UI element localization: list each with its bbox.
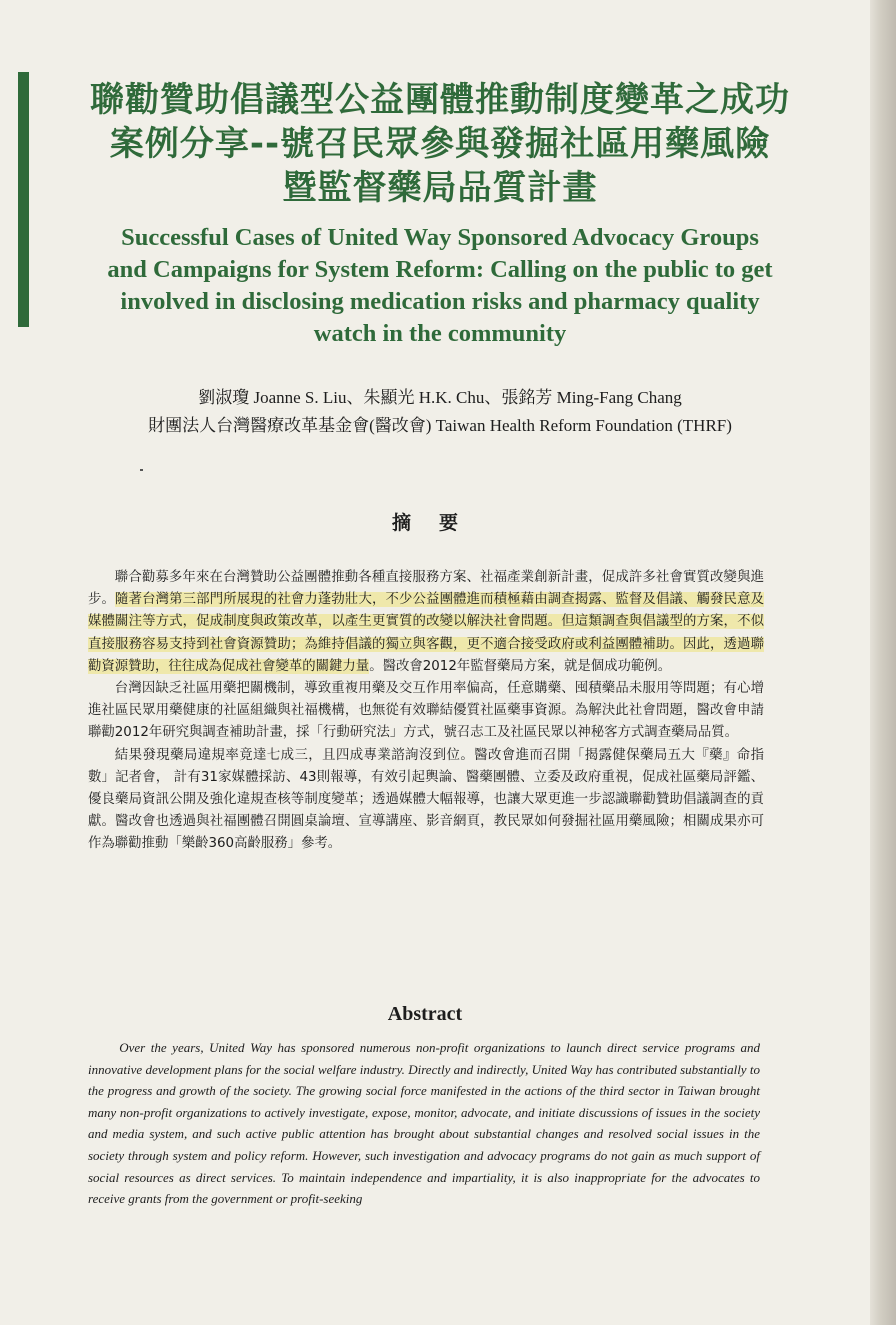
abstract-en-heading: Abstract <box>387 1003 463 1025</box>
stray-mark <box>140 469 143 471</box>
chinese-title-line: 案例分享--號召民眾參與發掘社區用藥風險 <box>109 124 771 164</box>
page-edge <box>870 0 896 1325</box>
abstract-en-body <box>88 1037 760 1210</box>
author-block <box>40 384 840 440</box>
english-title <box>40 222 840 350</box>
abstract-zh-paragraph <box>88 567 764 678</box>
abstract-zh-body <box>88 567 764 856</box>
english-title-line: Successful Cases of United Way Sponsored Advocacy Groups <box>121 224 759 251</box>
highlighted-text: 隨著台灣第三部門所展現的社會力蓬勃壯大，不少公益團體進而積極藉由調查揭露、監督及倡議、觸發民意及媒體關注等方式，促成制度與政策改革，以產生更實質的改變以解決社會問題。但這類調查與倡議型的方案，不似直接服務容易支持到社會資源贊助；為維持倡議的獨立與客觀，更不適合接受政府或利益團體補助。因此，透過聯勸資源贊助，往往成為促成社會變革的關鍵力量 <box>88 592 764 674</box>
english-title-line: and Campaigns for System Reform: Calling on the public to get <box>107 256 773 283</box>
chinese-title-line: 暨監督藥局品質計畫 <box>282 168 598 208</box>
english-title-line: involved in disclosing medication risks and pharmacy quality <box>120 288 760 315</box>
chinese-title-line: 聯勸贊助倡議型公益團體推動制度變革之成功 <box>90 80 790 120</box>
abstract-zh-text: 聯合勸募多年來在台灣贊助公益團體推動各種直接服務方案、社福產業創新計畫，促成許多社會實質改變與進步。 <box>88 570 764 608</box>
abstract-zh-paragraph: 台灣因缺乏社區用藥把關機制，導致重複用藥及交互作用率偏高，任意購藥、囤積藥品未服用等問題；有心增進社區民眾用藥健康的社區組織與社福機構，也無從有效聯結優質社區藥事資源。為解決此社會問題，醫改會申請聯勸2012年研究與調查補助計畫，採「行動研究法」方式，號召志工及社區民眾以神秘客方式調查藥局品質。 <box>88 681 764 741</box>
chinese-title <box>40 78 840 210</box>
abstract-zh-paragraph: 結果發現藥局違規率竟達七成三，且四成專業諮詢沒到位。醫改會進而召開「揭露健保藥局五大『藥』命指數」記者會， 計有31家媒體採訪、43則報導，有效引起輿論、醫藥團體、立委及政府重視，促成社區藥局評鑑、優良藥局資訊公開及強化違規查核等制度變革；透過媒體大幅報導，也讓大眾更進一步認識聯勸贊助倡議調查的貢獻。醫改會也透過與社福團體召開圓桌論壇、宣導講座、影音網頁，教民眾如何發掘社區用藥風險；相關成果亦可作為聯勸推動「樂齡360高齡服務」參考。 <box>88 747 764 852</box>
abstract-zh-heading: 摘要 <box>391 512 486 534</box>
authors-line: 劉淑瓊 Joanne S. Liu、朱顯光 H.K. Chu、張銘芳 Ming-Fang Chang <box>198 388 682 407</box>
english-title-line: watch in the community <box>313 320 567 347</box>
abstract-zh-text: 。醫改會2012年監督藥局方案，就是個成功範例。 <box>369 658 672 674</box>
title-accent-bar <box>18 72 29 327</box>
abstract-en-paragraph: Over the years, United Way has sponsored numerous non-profit organizations to launch direct service programs and innovative development plans for the social welfare industry. Directly and indirectly, United Way has contributed substantially to the progress and growth of the society. The growing social force manifested in the actions of the third sector in Taiwan brought many non-profit organizations to actively investigate, expose, monitor, advocate, and initiate discussions of issues in the society and media system, and such active public attention has brought about substantial changes and resolved social issues in the society through system and policy reform. However, such investigation and advocacy programs do not gain as much support of social resources as direct services. To maintain independence and impartiality, it is also inappropriate for the advocates to receive grants from the government or profit-seeking <box>88 1040 760 1207</box>
affiliation-line: 財團法人台灣醫療改革基金會(醫改會) Taiwan Health Reform Foundation (THRF) <box>148 416 732 435</box>
